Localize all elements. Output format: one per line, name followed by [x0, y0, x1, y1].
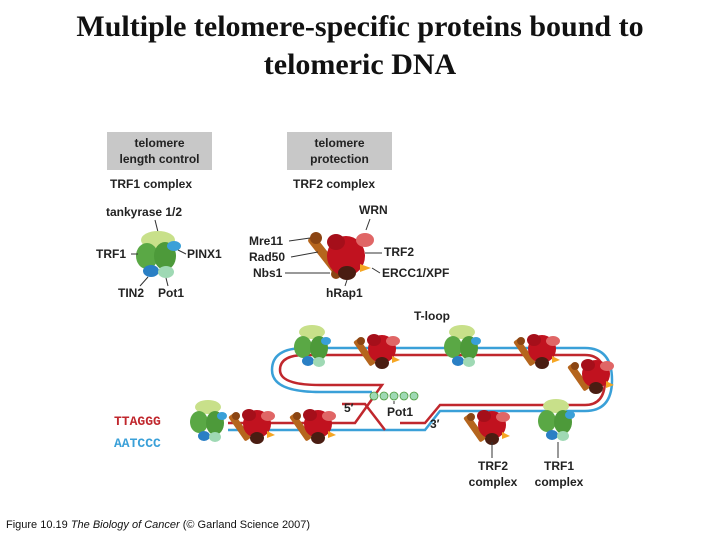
label-three-prime: 3′	[430, 417, 440, 431]
trf2-complex-on-strand	[228, 409, 275, 444]
label-nbs1: Nbs1	[253, 266, 283, 280]
protection-box	[287, 132, 392, 170]
trf2-bottom-line2: complex	[468, 475, 518, 489]
telomeric-dna-loop	[190, 325, 614, 445]
label-pot1-strand: Pot1	[387, 405, 414, 419]
trf2-complex-heading: TRF2 complex	[293, 177, 376, 191]
trf1-complex-on-strand	[190, 400, 227, 442]
trf1-complex-on-loop	[294, 325, 331, 367]
label-wrn: WRN	[359, 203, 388, 217]
trf1-complex-heading: TRF1 complex	[110, 177, 193, 191]
protection-line1: telomere	[314, 136, 365, 150]
mre11-shape	[310, 232, 322, 244]
hrap1-shape	[338, 266, 356, 280]
caption-credit: (© Garland Science 2007)	[182, 519, 311, 531]
label-rad50: Rad50	[249, 250, 286, 264]
label-trf2: TRF2	[384, 245, 414, 259]
label-trf1: TRF1	[96, 247, 126, 261]
length-control-box	[107, 132, 212, 170]
protection-line2: protection	[310, 152, 369, 166]
sequence-bottom: AATCCC	[114, 436, 161, 451]
bottom-trf1-label	[535, 442, 584, 489]
caption-book: The Biology of Cancer	[70, 519, 180, 531]
trf2-complex-on-loop	[353, 334, 400, 369]
label-tloop: T-loop	[414, 309, 450, 323]
pot1-shape	[158, 266, 174, 278]
tin2-shape	[143, 265, 159, 277]
ercc1-shape	[360, 264, 371, 272]
pinx1-shape	[167, 241, 181, 251]
label-tin2: TIN2	[118, 286, 145, 300]
figure-caption	[6, 519, 310, 531]
slide-title-line2: telomeric DNA	[263, 48, 457, 81]
trf2-bottom-line1: TRF2	[478, 459, 508, 473]
length-control-line2: length control	[119, 152, 200, 166]
slide-title-line1: Multiple telomere-specific proteins bound to	[76, 10, 644, 43]
label-hrap1: hRap1	[326, 286, 363, 300]
length-control-line1: telomere	[134, 136, 185, 150]
label-ercc1: ERCC1/XPF	[382, 266, 450, 280]
trf2-complex-on-strand	[289, 409, 336, 444]
trf1-bottom-line2: complex	[534, 475, 584, 489]
label-pot1: Pot1	[158, 286, 185, 300]
trf1-complex-illustration	[96, 205, 222, 300]
trf2-complex-on-loop	[513, 334, 560, 369]
trf1-complex-on-loop	[444, 325, 481, 367]
label-pinx1: PINX1	[187, 247, 222, 261]
label-five-prime: 5′	[344, 401, 354, 415]
trf2-complex-illustration	[249, 203, 449, 300]
caption-figure: Figure 10.19	[6, 519, 68, 531]
bottom-trf2-label	[469, 442, 518, 489]
trf1-bottom-line1: TRF1	[544, 459, 574, 473]
wrn-shape	[356, 233, 374, 247]
label-tankyrase: tankyrase 1/2	[106, 205, 183, 219]
trf2-complex-on-strand	[463, 410, 510, 445]
label-mre11: Mre11	[249, 234, 284, 248]
pot1-beads	[370, 392, 418, 400]
sequence-top: TTAGGG	[114, 414, 161, 429]
trf2-complex-on-loop	[567, 359, 614, 394]
